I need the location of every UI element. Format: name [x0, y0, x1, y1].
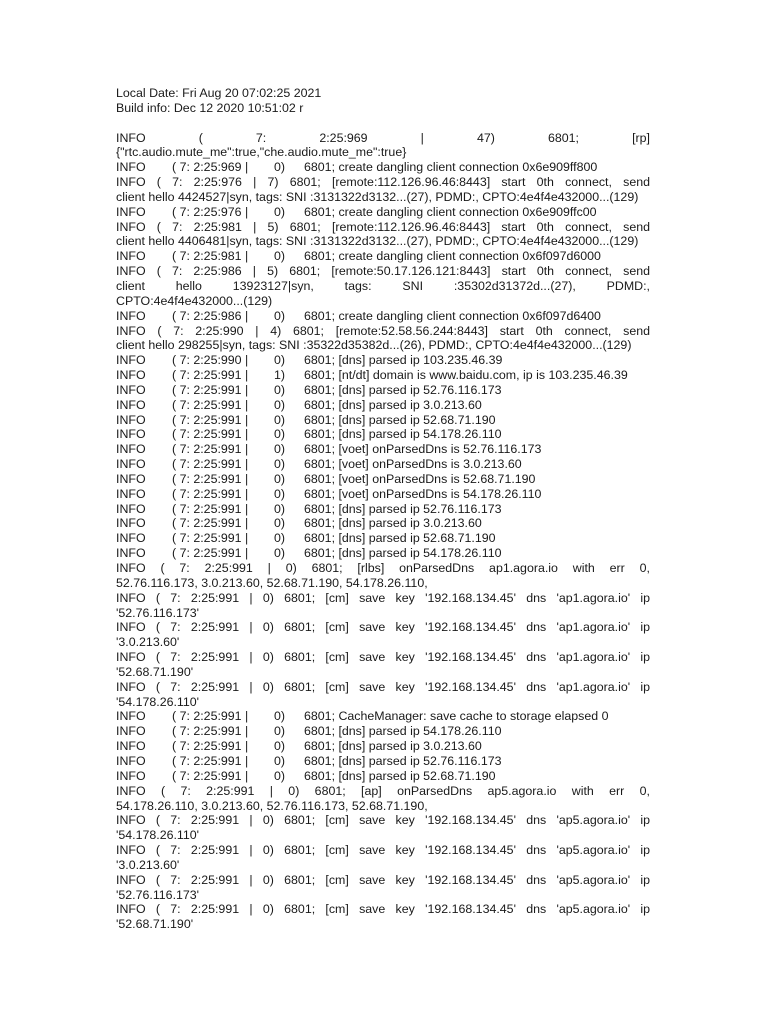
log-message: 6801; create dangling client connection 0x6e909ff800 — [304, 160, 598, 175]
log-timestamp: ( 7: 2:25:991 | — [172, 546, 249, 561]
log-entry-wrapped — [116, 175, 650, 205]
log-entry — [116, 205, 650, 220]
log-entry-wrapped — [116, 843, 650, 873]
log-message: 6801; CacheManager: save cache to storage elapsed 0 — [304, 709, 609, 724]
log-line: INFO ( 7: 2:25:991 | 0) 6801; [cm] save key '192.168.134.45' dns 'ap5.agora.io' ip — [116, 872, 650, 887]
log-level: INFO — [116, 412, 146, 427]
log-timestamp: ( 7: 2:25:991 | — [172, 412, 249, 427]
log-level: INFO — [116, 308, 146, 323]
log-level: INFO — [116, 531, 146, 546]
log-line: INFO ( 7: 2:25:981 | 5) 6801; [remote:112.126.96.46:8443] start 0th connect, send — [116, 219, 650, 234]
log-code: 0) — [274, 739, 286, 754]
log-code: 0) — [274, 382, 286, 397]
log-entry-wrapped — [116, 264, 650, 309]
log-timestamp: ( 7: 2:25:991 | — [172, 442, 249, 457]
log-line: INFO ( 7: 2:25:991 | 0) 6801; [cm] save key '192.168.134.45' dns 'ap1.agora.io' ip — [116, 650, 650, 665]
log-entry — [116, 516, 650, 531]
local-date: Local Date: Fri Aug 20 07:02:25 2021 — [116, 86, 322, 100]
log-line: INFO ( 7: 2:25:990 | 4) 6801; [remote:52.58.56.244:8443] start 0th connect, send — [116, 323, 650, 338]
log-message: 6801; [dns] parsed ip 103.235.46.39 — [304, 353, 503, 368]
log-entry — [116, 531, 650, 546]
log-entry — [116, 769, 650, 784]
log-message: 6801; create dangling client connection 0x6e909ffc00 — [304, 204, 597, 219]
log-line: '3.0.213.60' — [116, 857, 180, 872]
log-line: 54.178.26.110, 3.0.213.60, 52.76.116.173, 52.68.71.190, — [116, 798, 428, 813]
log-code: 0) — [274, 412, 286, 427]
log-timestamp: ( 7: 2:25:991 | — [172, 382, 249, 397]
log-code: 0) — [274, 753, 286, 768]
log-entry — [116, 754, 650, 769]
log-timestamp: ( 7: 2:25:990 | — [172, 353, 249, 368]
log-level: INFO — [116, 397, 146, 412]
log-entry-wrapped — [116, 813, 650, 843]
log-line: client hello 13923127|syn, tags: SNI :35302d31372d...(27), PDMD:, — [116, 278, 650, 293]
log-timestamp: ( 7: 2:25:991 | — [172, 397, 249, 412]
log-message: 6801; create dangling client connection 0x6f097d6000 — [304, 249, 601, 264]
blank-line — [116, 116, 650, 131]
log-level: INFO — [116, 249, 146, 264]
log-timestamp: ( 7: 2:25:991 | — [172, 427, 249, 442]
log-entry — [116, 368, 650, 383]
log-timestamp: ( 7: 2:25:991 | — [172, 768, 249, 783]
log-level: INFO — [116, 382, 146, 397]
log-entry — [116, 309, 650, 324]
log-line: INFO ( 7: 2:25:991 | 0) 6801; [cm] save key '192.168.134.45' dns 'ap5.agora.io' ip — [116, 813, 650, 828]
log-line: client hello 4406481|syn, tags: SNI :3131322d3132...(27), PDMD:, CPTO:4e4f4e432000...(129) — [116, 234, 639, 249]
log-code: 0) — [274, 501, 286, 516]
log-line: INFO ( 7: 2:25:991 | 0) 6801; [cm] save key '192.168.134.45' dns 'ap5.agora.io' ip — [116, 902, 650, 917]
log-code: 1) — [274, 368, 286, 383]
log-entry-wrapped — [116, 561, 650, 591]
log-level: INFO — [116, 753, 146, 768]
log-entry-wrapped — [116, 591, 650, 621]
log-timestamp: ( 7: 2:25:991 | — [172, 753, 249, 768]
log-code: 0) — [274, 486, 286, 501]
log-level: INFO — [116, 353, 146, 368]
log-message: 6801; [dns] parsed ip 54.178.26.110 — [304, 427, 502, 442]
log-entry — [116, 502, 650, 517]
log-level: INFO — [116, 709, 146, 724]
log-timestamp: ( 7: 2:25:991 | — [172, 471, 249, 486]
log-message: 6801; [dns] parsed ip 3.0.213.60 — [304, 397, 482, 412]
log-entry-wrapped — [116, 680, 650, 710]
log-entry-wrapped — [116, 620, 650, 650]
log-message: 6801; [voet] onParsedDns is 52.76.116.173 — [304, 442, 542, 457]
log-level: INFO — [116, 442, 146, 457]
log-timestamp: ( 7: 2:25:991 | — [172, 739, 249, 754]
log-level: INFO — [116, 501, 146, 516]
log-entry — [116, 472, 650, 487]
log-message: 6801; [dns] parsed ip 3.0.213.60 — [304, 516, 482, 531]
log-timestamp: ( 7: 2:25:991 | — [172, 486, 249, 501]
log-level: INFO — [116, 204, 146, 219]
log-timestamp: ( 7: 2:25:991 | — [172, 516, 249, 531]
log-code: 0) — [274, 308, 286, 323]
log-code: 0) — [274, 204, 286, 219]
log-entry-wrapped — [116, 873, 650, 903]
log-level: INFO — [116, 471, 146, 486]
log-entry — [116, 739, 650, 754]
log-code: 0) — [274, 724, 286, 739]
log-entry-wrapped — [116, 131, 650, 161]
document-page — [116, 86, 650, 932]
log-entry — [116, 160, 650, 175]
log-timestamp: ( 7: 2:25:991 | — [172, 457, 249, 472]
log-code: 0) — [274, 768, 286, 783]
log-line: '52.76.116.173' — [116, 605, 200, 620]
log-line: '52.68.71.190' — [116, 664, 194, 679]
log-code: 0) — [274, 531, 286, 546]
log-line: '54.178.26.110' — [116, 828, 200, 843]
log-entry — [116, 383, 650, 398]
log-entry — [116, 398, 650, 413]
log-line: client hello 298255|syn, tags: SNI :35322d35382d...(26), PDMD:, CPTO:4e4f4e432000...(129) — [116, 338, 632, 353]
log-line: {"rtc.audio.mute_me":true,"che.audio.mute_me":true} — [116, 145, 407, 160]
log-level: INFO — [116, 457, 146, 472]
log-entry-wrapped — [116, 220, 650, 250]
log-line: INFO ( 7: 2:25:991 | 0) 6801; [cm] save key '192.168.134.45' dns 'ap1.agora.io' ip — [116, 620, 650, 635]
log-code: 0) — [274, 471, 286, 486]
log-timestamp: ( 7: 2:25:991 | — [172, 724, 249, 739]
log-level: INFO — [116, 368, 146, 383]
log-message: 6801; [voet] onParsedDns is 3.0.213.60 — [304, 457, 522, 472]
log-entry — [116, 457, 650, 472]
log-message: 6801; [voet] onParsedDns is 52.68.71.190 — [304, 471, 536, 486]
log-entry-wrapped — [116, 902, 650, 932]
log-level: INFO — [116, 486, 146, 501]
log-entry — [116, 442, 650, 457]
log-entry-wrapped — [116, 324, 650, 354]
log-code: 0) — [274, 427, 286, 442]
log-line: '52.76.116.173' — [116, 887, 200, 902]
log-message: 6801; create dangling client connection 0x6f097d6400 — [304, 308, 601, 323]
log-entry — [116, 709, 650, 724]
log-message: 6801; [dns] parsed ip 52.76.116.173 — [304, 501, 502, 516]
log-line: INFO ( 7: 2:25:969 | 47) 6801; [rp] — [116, 130, 650, 145]
log-entry-wrapped — [116, 784, 650, 814]
log-timestamp: ( 7: 2:25:991 | — [172, 368, 249, 383]
log-level: INFO — [116, 516, 146, 531]
log-timestamp: ( 7: 2:25:991 | — [172, 709, 249, 724]
log-level: INFO — [116, 546, 146, 561]
log-line: '52.68.71.190' — [116, 917, 194, 932]
log-message: 6801; [dns] parsed ip 52.68.71.190 — [304, 531, 496, 546]
log-level: INFO — [116, 739, 146, 754]
log-timestamp: ( 7: 2:25:976 | — [172, 204, 249, 219]
log-line: INFO ( 7: 2:25:986 | 5) 6801; [remote:50.17.126.121:8443] start 0th connect, send — [116, 264, 650, 279]
log-entry — [116, 249, 650, 264]
log-code: 0) — [274, 442, 286, 457]
build-info: Build info: Dec 12 2020 10:51:02 r — [116, 100, 304, 115]
log-message: 6801; [dns] parsed ip 54.178.26.110 — [304, 546, 502, 561]
log-message: 6801; [dns] parsed ip 3.0.213.60 — [304, 739, 482, 754]
log-code: 0) — [274, 516, 286, 531]
log-message: 6801; [dns] parsed ip 52.76.116.173 — [304, 753, 502, 768]
log-level: INFO — [116, 768, 146, 783]
log-code: 0) — [274, 546, 286, 561]
log-body — [116, 131, 650, 933]
log-entry — [116, 353, 650, 368]
log-code: 0) — [274, 457, 286, 472]
log-message: 6801; [dns] parsed ip 54.178.26.110 — [304, 724, 502, 739]
log-code: 0) — [274, 397, 286, 412]
log-level: INFO — [116, 160, 146, 175]
log-entry — [116, 413, 650, 428]
log-entry-wrapped — [116, 650, 650, 680]
log-message: 6801; [dns] parsed ip 52.76.116.173 — [304, 382, 502, 397]
log-timestamp: ( 7: 2:25:981 | — [172, 249, 249, 264]
log-line: INFO ( 7: 2:25:976 | 7) 6801; [remote:112.126.96.46:8443] start 0th connect, send — [116, 175, 650, 190]
log-code: 0) — [274, 709, 286, 724]
log-entry — [116, 487, 650, 502]
log-timestamp: ( 7: 2:25:991 | — [172, 531, 249, 546]
log-message: 6801; [nt/dt] domain is www.baidu.com, ip is 103.235.46.39 — [304, 368, 628, 383]
log-entry — [116, 724, 650, 739]
log-entry — [116, 427, 650, 442]
log-code: 0) — [274, 353, 286, 368]
log-message: 6801; [dns] parsed ip 52.68.71.190 — [304, 768, 496, 783]
log-line: INFO ( 7: 2:25:991 | 0) 6801; [cm] save key '192.168.134.45' dns 'ap1.agora.io' ip — [116, 590, 650, 605]
log-line: INFO ( 7: 2:25:991 | 0) 6801; [cm] save key '192.168.134.45' dns 'ap1.agora.io' ip — [116, 679, 650, 694]
log-line: INFO ( 7: 2:25:991 | 0) 6801; [cm] save key '192.168.134.45' dns 'ap5.agora.io' ip — [116, 843, 650, 858]
log-timestamp: ( 7: 2:25:969 | — [172, 160, 249, 175]
log-message: 6801; [dns] parsed ip 52.68.71.190 — [304, 412, 496, 427]
log-timestamp: ( 7: 2:25:991 | — [172, 501, 249, 516]
log-code: 0) — [274, 160, 286, 175]
log-line: CPTO:4e4f4e432000...(129) — [116, 293, 273, 308]
log-timestamp: ( 7: 2:25:986 | — [172, 308, 249, 323]
log-line: '54.178.26.110' — [116, 694, 200, 709]
log-line: INFO ( 7: 2:25:991 | 0) 6801; [ap] onParsedDns ap5.agora.io with err 0, — [116, 783, 650, 798]
log-code: 0) — [274, 249, 286, 264]
log-level: INFO — [116, 724, 146, 739]
log-level: INFO — [116, 427, 146, 442]
log-entry — [116, 546, 650, 561]
log-line: client hello 4424527|syn, tags: SNI :3131322d3132...(27), PDMD:, CPTO:4e4f4e432000...(129) — [116, 189, 639, 204]
log-line: 52.76.116.173, 3.0.213.60, 52.68.71.190, 54.178.26.110, — [116, 575, 428, 590]
log-line: INFO ( 7: 2:25:991 | 0) 6801; [rlbs] onParsedDns ap1.agora.io with err 0, — [116, 561, 650, 575]
log-message: 6801; [voet] onParsedDns is 54.178.26.110 — [304, 486, 542, 501]
log-line: '3.0.213.60' — [116, 635, 180, 650]
